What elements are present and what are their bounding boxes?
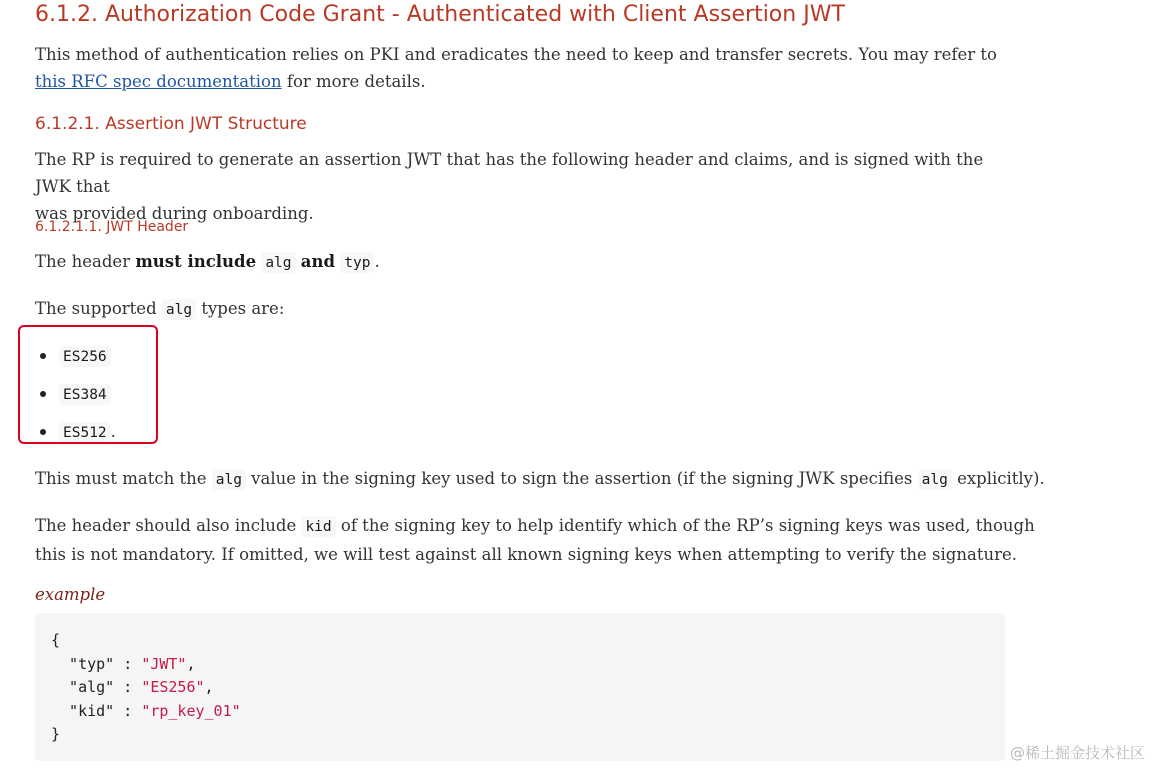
match-alg-text <box>35 465 1045 494</box>
last-item-suffix: . <box>110 422 116 441</box>
code-line-typ <box>51 653 1005 677</box>
section-title: 6.1.2. Authorization Code Grant - Authenticated with Client Assertion JWT <box>35 2 845 27</box>
supported-suffix: types are: <box>196 299 285 318</box>
match-code-alg-1: alg <box>212 469 246 490</box>
watermark: @稀土掘金技术社区 <box>1009 744 1145 762</box>
code-typ: typ <box>340 252 374 273</box>
highlight-annotation-box <box>18 325 158 444</box>
code-key: "typ" : <box>51 654 142 673</box>
jwt-header-title: 6.1.2.1.1. JWT Header <box>35 219 189 235</box>
code-line-alg <box>51 676 1005 700</box>
code-key: "alg" : <box>51 678 142 696</box>
and-bold: and <box>300 252 336 271</box>
code-value: "JWT" <box>141 654 187 673</box>
subsection-text-line2: was provided during onboarding. <box>35 204 314 223</box>
kid-text <box>35 512 1035 568</box>
match-suffix: explicitly). <box>951 469 1045 488</box>
supported-types-text <box>35 295 1010 324</box>
code-end: , <box>186 654 196 673</box>
code-key: "kid" : <box>51 701 142 720</box>
alg-type-es512: ES512 <box>59 422 111 443</box>
code-value: "ES256" <box>141 678 205 696</box>
example-title: example <box>35 585 106 604</box>
code-value: "rp_key_01" <box>141 701 241 720</box>
code-end: , <box>204 678 214 696</box>
supported-prefix: The supported <box>35 299 162 318</box>
subsection-title: 6.1.2.1. Assertion JWT Structure <box>35 114 307 134</box>
match-code-alg-2: alg <box>918 469 952 490</box>
kid-prefix: The header should also include <box>35 516 302 535</box>
code-line-kid <box>51 700 1005 724</box>
subsection-text-line1: The RP is required to generate an assertion JWT that has the following header and claims, and is signed with the JWK that <box>35 150 984 196</box>
alg-type-es384: ES384 <box>59 384 111 405</box>
section-intro <box>35 41 1010 95</box>
code-alg: alg <box>261 252 295 273</box>
header-must-include <box>35 248 1010 277</box>
example-code-block <box>35 613 1005 761</box>
match-middle: value in the signing key used to sign the assertion (if the signing JWK specifies <box>245 469 918 488</box>
kid-line1-suffix: of the signing key to help identify which of the RP’s signing keys was used, though <box>335 516 1035 535</box>
alg-type-es256: ES256 <box>59 346 111 367</box>
code-close-brace: } <box>51 725 61 743</box>
intro-suffix: for more details. <box>281 72 426 91</box>
must-bold: must include <box>135 252 257 271</box>
must-end: . <box>374 252 380 271</box>
supported-code-alg: alg <box>162 299 196 320</box>
must-prefix: The header <box>35 252 136 271</box>
subsection-text <box>35 146 1010 227</box>
rfc-spec-link[interactable]: this RFC spec documentation <box>35 72 282 91</box>
code-open-brace: { <box>51 631 61 649</box>
kid-line2: this is not mandatory. If omitted, we will test against all known signing keys when attempting to verify the signature. <box>35 545 1017 564</box>
match-prefix: This must match the <box>35 469 212 488</box>
kid-code: kid <box>301 516 335 537</box>
intro-text: This method of authentication relies on PKI and eradicates the need to keep and transfer secrets. You may refer to <box>35 45 997 64</box>
